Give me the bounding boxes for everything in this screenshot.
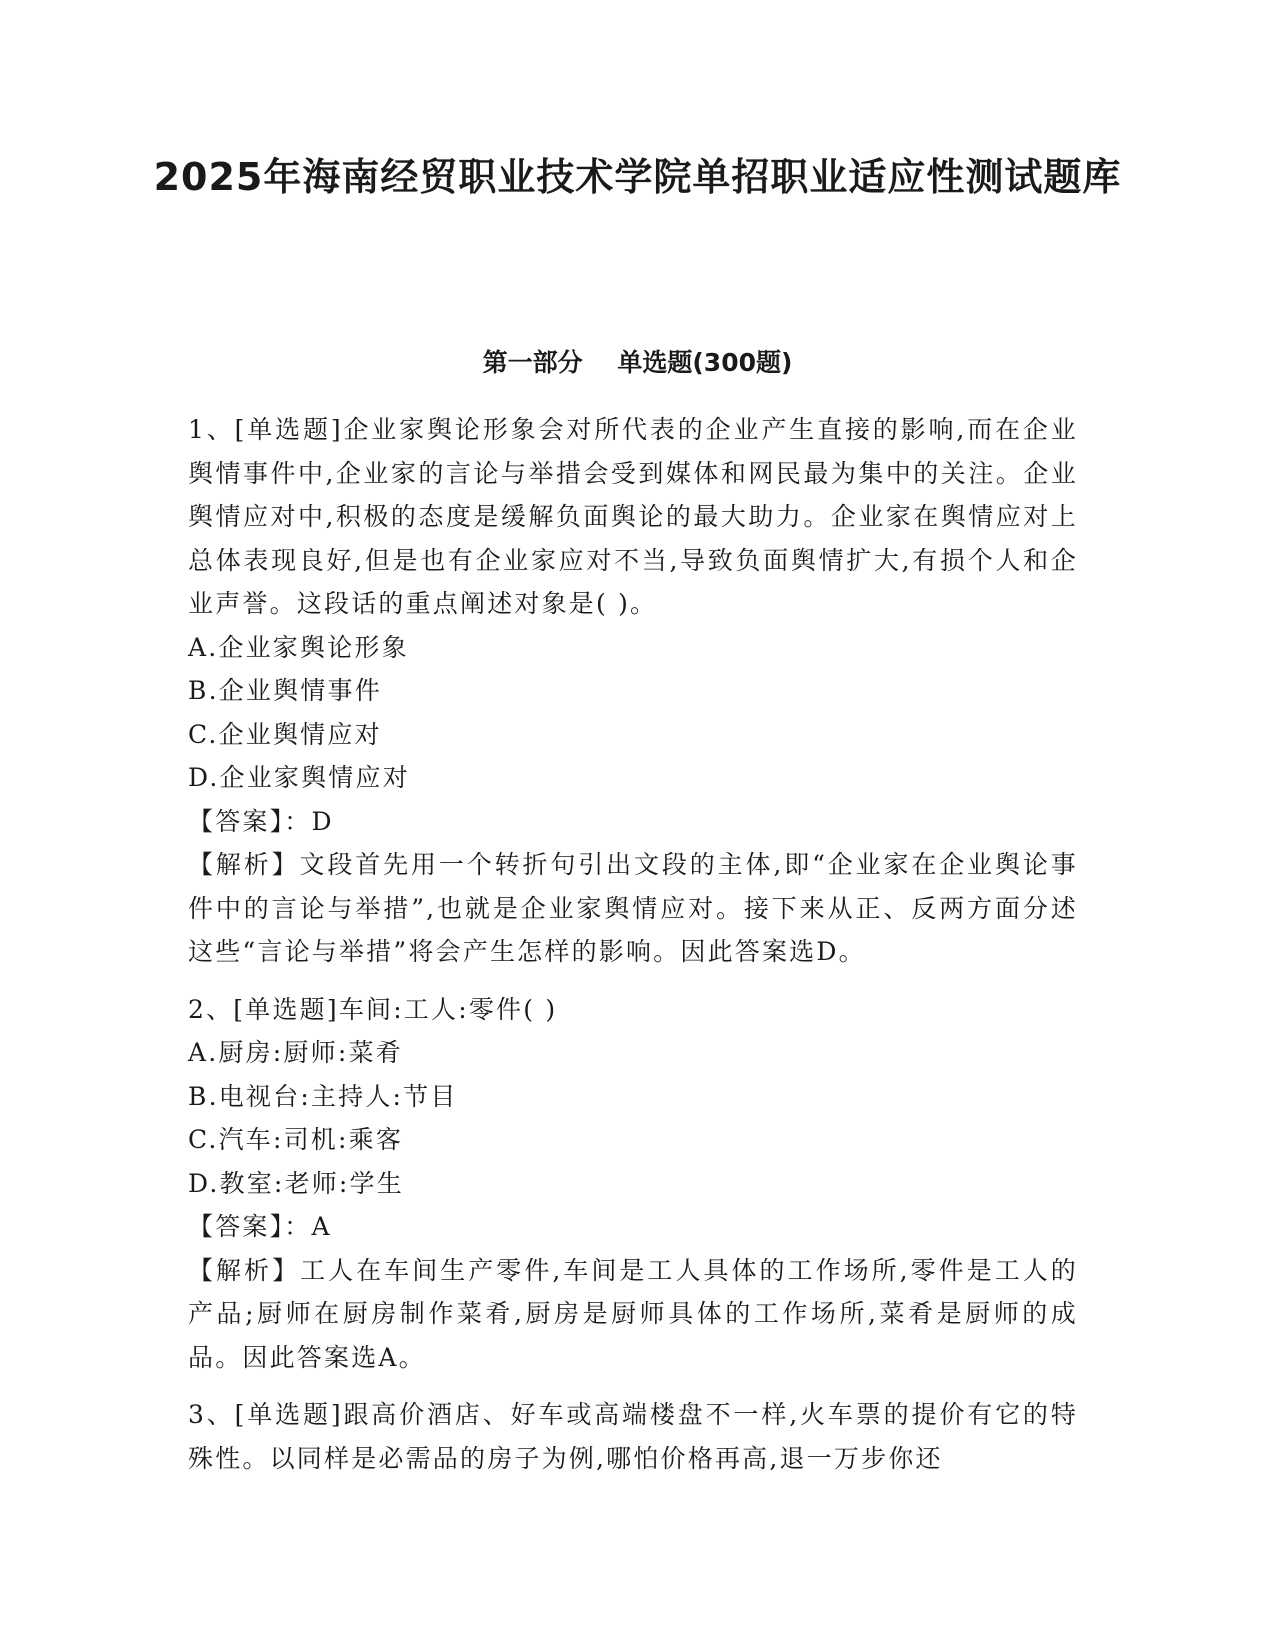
question-stem: 2、[单选题]车间:工人:零件( ) [188, 994, 558, 1024]
answer-line: 【答案】：A [188, 1212, 332, 1241]
question-stem: 3、[单选题]跟高价酒店、好车或高端楼盘不一样,火车票的提价有它的特殊性。以同样是必需品的房子为例,哪怕价格再高,退一万步你还 [188, 1400, 1078, 1473]
question-item [188, 1393, 1078, 1480]
option-c: C.企业舆情应对 [188, 719, 382, 749]
option-a: A.企业家舆论形象 [188, 632, 409, 662]
question-item [188, 988, 1078, 1380]
analysis-text: 【解析】工人在车间生产零件,车间是工人具体的工作场所,零件是工人的产品;厨师在厨房制作菜肴,厨房是厨师具体的工作场所,菜肴是厨师的成品。因此答案选A。 [188, 1255, 1078, 1372]
answer-line: 【答案】：D [188, 806, 334, 836]
option-d: D.教室:老师:学生 [188, 1168, 404, 1198]
option-a: A.厨房:厨师:菜肴 [188, 1038, 403, 1067]
analysis-text: 【解析】文段首先用一个转折句引出文段的主体,即“企业家在企业舆论事件中的言论与举措”,也就是企业家舆情应对。接下来从正、反两方面分述这些“言论与举措”将会产生怎样的影响。因此答案选D。 [188, 850, 1078, 966]
section-title: 第一部分 单选题(300题) [482, 348, 793, 377]
option-b: B.企业舆情事件 [188, 676, 382, 705]
question-stem: 1、[单选题]企业家舆论形象会对所代表的企业产生直接的影响,而在企业舆情事件中,企业家的言论与举措会受到媒体和网民最为集中的关注。企业舆情应对中,积极的态度是缓解负面舆论的最大助力。企业家在舆情应对上总体表现良好,但是也有企业家应对不当,导致负面舆情扩大,有损个人和企业声誉。这段话的重点阐述对象是( )。 [188, 415, 1078, 618]
question-list [188, 408, 1078, 1494]
question-item [188, 408, 1078, 974]
document-title: 2025年海南经贸职业技术学院单招职业适应性测试题库 [153, 155, 1122, 199]
option-c: C.汽车:司机:乘客 [188, 1125, 404, 1154]
option-b: B.电视台:主持人:节目 [188, 1081, 458, 1111]
option-d: D.企业家舆情应对 [188, 763, 410, 792]
